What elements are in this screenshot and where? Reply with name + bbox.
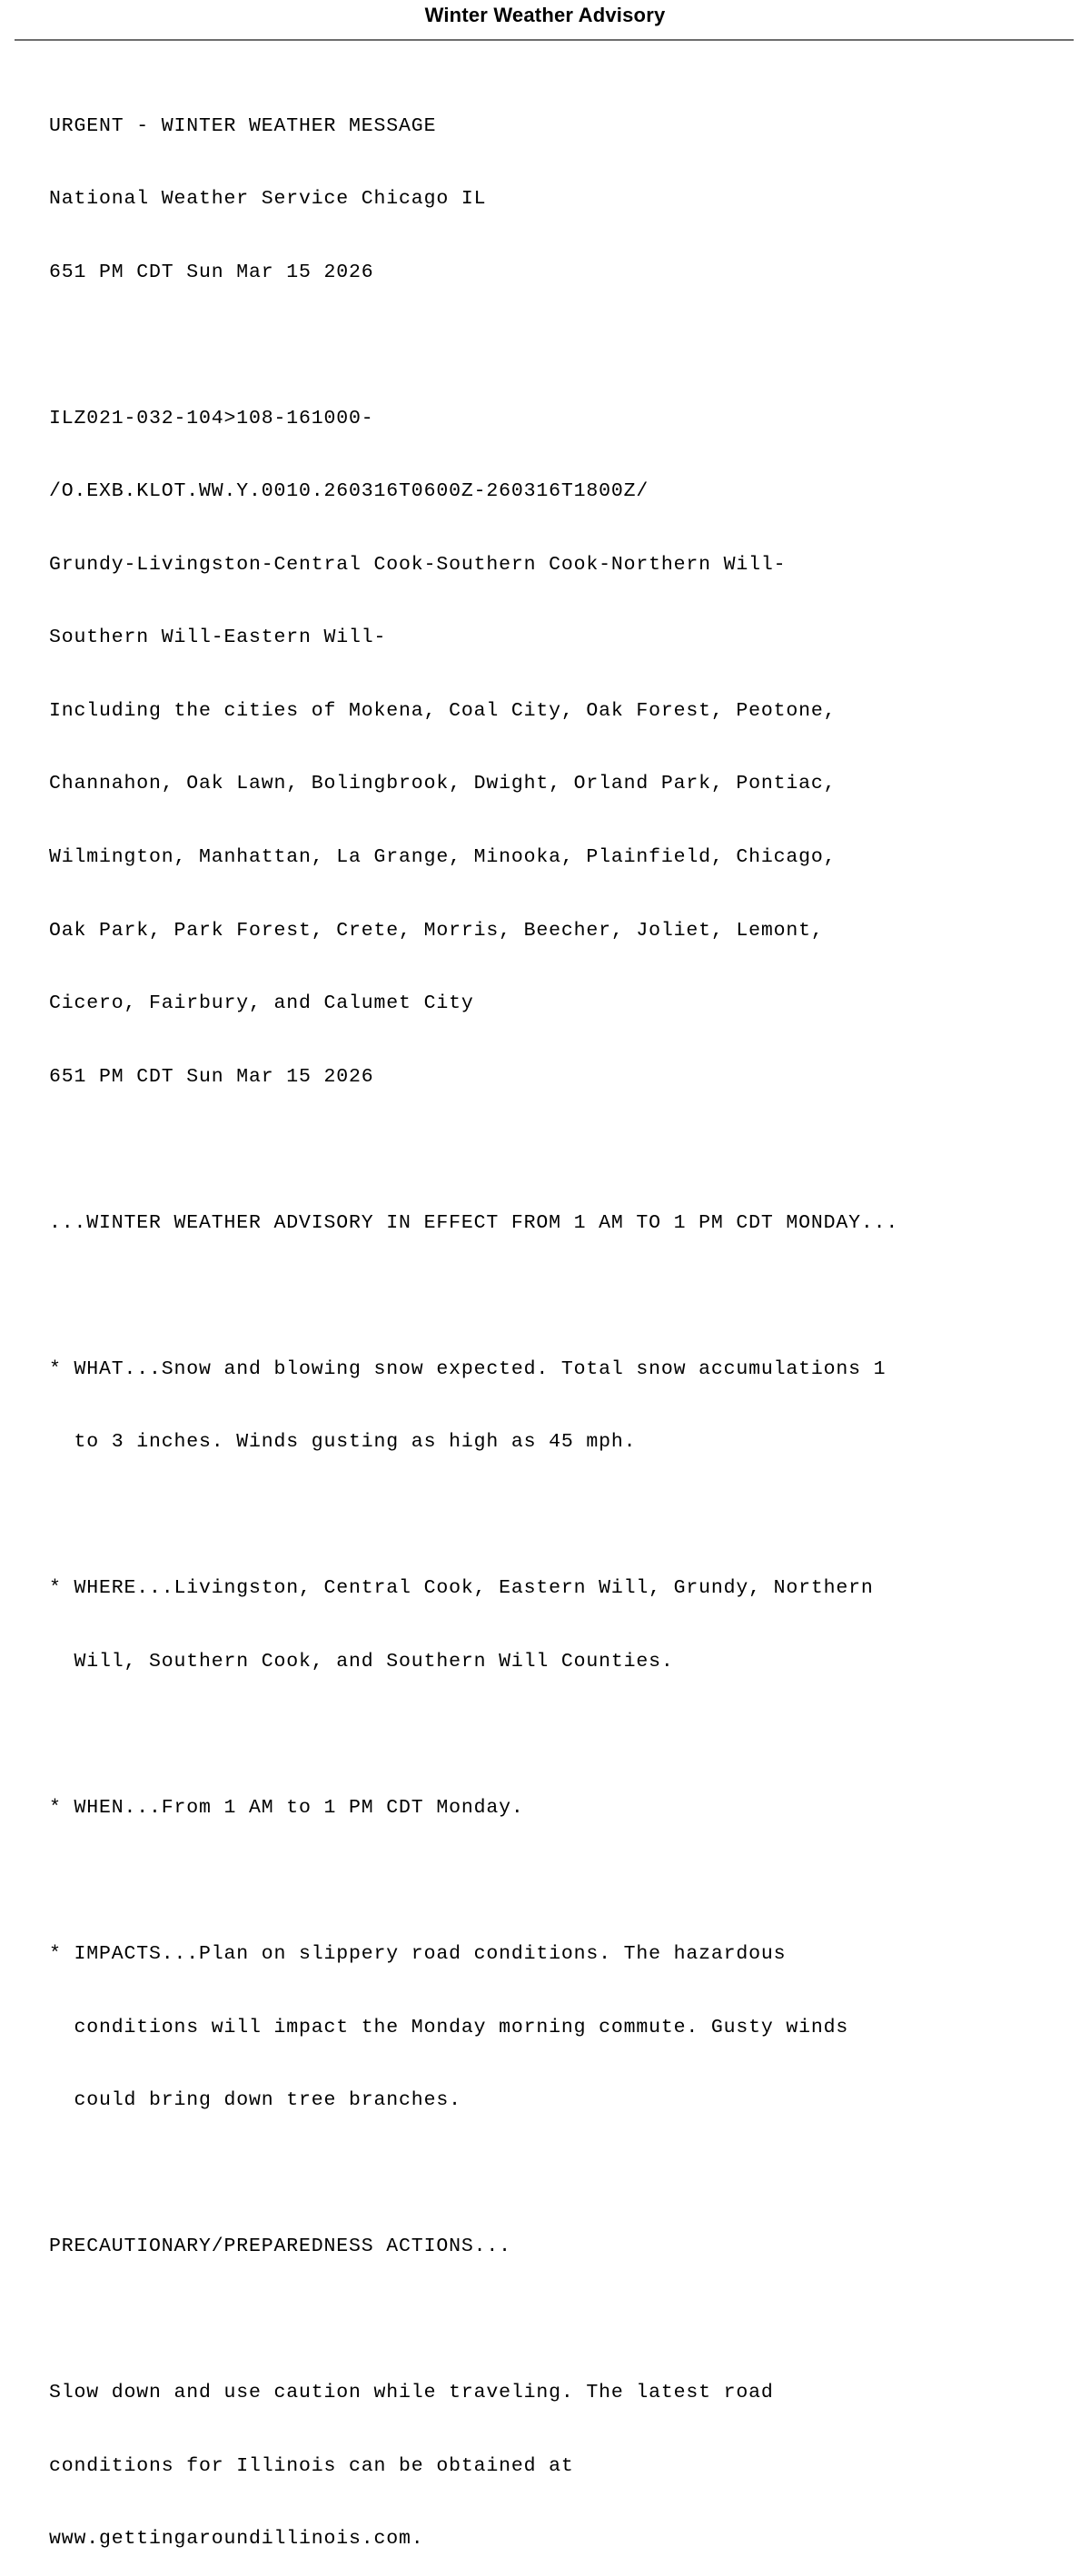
text-line: Southern Will-Eastern Will- <box>49 627 387 649</box>
text-line: could bring down tree branches. <box>49 2089 461 2112</box>
text-line: Cicero, Fairbury, and Calumet City <box>49 992 474 1015</box>
blank-line <box>49 333 1075 358</box>
blank-line <box>49 1869 1075 1893</box>
text-line: Grundy-Livingston-Central Cook-Southern Cook-Northern Will- <box>49 553 787 576</box>
text-line: Wilmington, Manhattan, La Grange, Minooka, Plainfield, Chicago, <box>49 846 837 868</box>
text-line: Including the cities of Mokena, Coal City, Oak Forest, Peotone, <box>49 699 837 722</box>
text-line: URGENT - WINTER WEATHER MESSAGE <box>49 114 437 137</box>
text-line: to 3 inches. Winds gusting as high as 45 mph. <box>49 1431 637 1454</box>
text-line: www.gettingaroundillinois.com. <box>49 2528 424 2551</box>
text-line: 651 PM CDT Sun Mar 15 2026 <box>49 261 374 283</box>
text-line: 651 PM CDT Sun Mar 15 2026 <box>49 1065 374 1088</box>
title-divider <box>15 39 1074 41</box>
text-line: * WHEN...From 1 AM to 1 PM CDT Monday. <box>49 1796 524 1819</box>
text-line: * WHAT...Snow and blowing snow expected. Total snow accumulations 1 <box>49 1357 887 1380</box>
text-line: * IMPACTS...Plan on slippery road conditions. The hazardous <box>49 1942 787 1965</box>
blank-line <box>49 1722 1075 1747</box>
advisory-text <box>49 65 1075 2576</box>
page-title: Winter Weather Advisory <box>424 4 666 26</box>
text-line: * WHERE...Livingston, Central Cook, Eastern Will, Grundy, Northern <box>49 1577 874 1600</box>
text-line: PRECAUTIONARY/PREPAREDNESS ACTIONS... <box>49 2235 511 2258</box>
blank-line <box>49 1504 1075 1528</box>
text-line: conditions will impact the Monday morning commute. Gusty winds <box>49 2016 849 2038</box>
blank-line <box>49 1138 1075 1162</box>
text-line: ILZ021-032-104>108-161000- <box>49 407 374 429</box>
blank-line <box>49 2162 1075 2186</box>
blank-line <box>49 2308 1075 2333</box>
text-line: Will, Southern Cook, and Southern Will Counties. <box>49 1650 674 1673</box>
text-line: ...WINTER WEATHER ADVISORY IN EFFECT FROM 1 AM TO 1 PM CDT MONDAY... <box>49 1211 899 1234</box>
text-line: Slow down and use caution while traveling. The latest road <box>49 2382 774 2404</box>
text-line: conditions for Illinois can be obtained at <box>49 2454 574 2477</box>
blank-line <box>49 1284 1075 1308</box>
text-line: Channahon, Oak Lawn, Bolingbrook, Dwight, Orland Park, Pontiac, <box>49 773 837 795</box>
text-line: /O.EXB.KLOT.WW.Y.0010.260316T0600Z-260316T1800Z/ <box>49 480 649 503</box>
text-line: National Weather Service Chicago IL <box>49 188 487 211</box>
text-line: Oak Park, Park Forest, Crete, Morris, Beecher, Joliet, Lemont, <box>49 919 824 942</box>
